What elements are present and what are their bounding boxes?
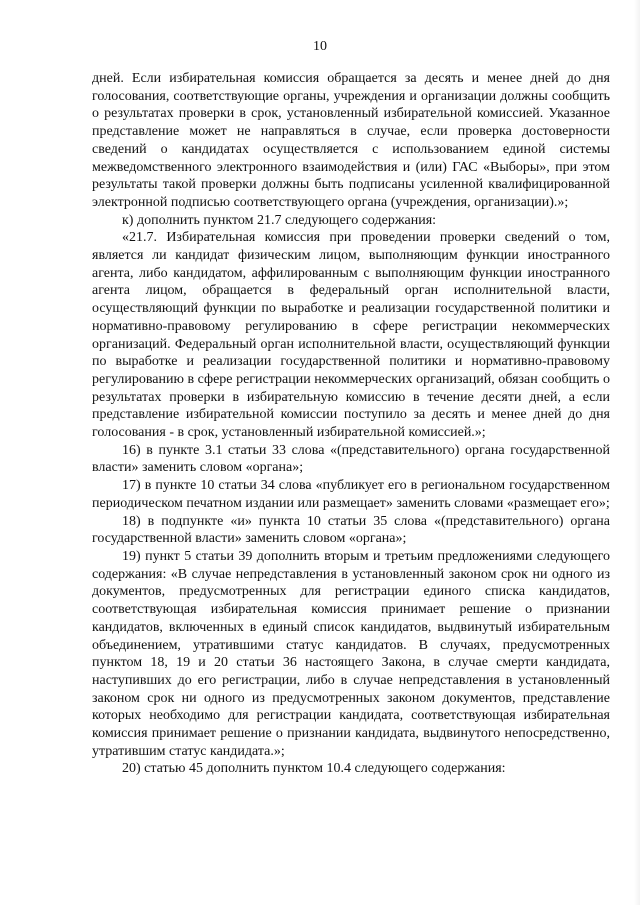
paragraph-item-k: к) дополнить пунктом 21.7 следующего содержания: bbox=[122, 212, 437, 228]
paragraph-item-19: 19) пункт 5 статьи 39 дополнить вторым и третьим предложениями следующего содержания: «В случае непредставления в установленный законом срок ни одного из документов, предусмотренных для регистрации единого списка кандидатов, соответствующая избирательная комиссия принимает решение о признании кандидатов, включенных в единый список кандидатов, выдвинутый избирательным объединением, утратившими статус кандидатов. В случаях, предусмотренных пунктом 18, 19 и 20 статьи 36 настоящего Закона, в случае смерти кандидата, наступивших до его регистрации, либо в случае непредставления в установленный законом срок ни одного из предусмотренных законом документов, представление которых необходимо для регистрации кандидата, соответствующая избирательная комиссия принимает решение о признании кандидата, выдвинутого непосредственно, утратившим статус кандидата.»; bbox=[92, 548, 610, 759]
paragraph-item-20: 20) статью 45 дополнить пунктом 10.4 следующего содержания: bbox=[122, 761, 506, 777]
paragraph-item-16: 16) в пункте 3.1 статьи 33 слова «(представительного) органа государственной власти» заменить словом «органа»; bbox=[92, 442, 610, 476]
scan-edge-shadow bbox=[634, 0, 640, 905]
paragraph-item-18: 18) в подпункте «и» пункта 10 статьи 35 слова «(представительного) органа государственной власти» заменить словом «органа»; bbox=[92, 513, 610, 547]
paragraph-continuation: дней. Если избирательная комиссия обращается за десять и менее дней до дня голосования, соответствующие органы, учреждения и организации должны сообщить о результатах проверки в срок, установленный избирательной комиссией. Указанное представление может не направляться в случае, если проверка достоверности сведений о кандидатах осуществляется с использованием единой системы межведомственного электронного взаимодействия и (или) ГАС «Выборы», при этом результаты такой проверки должны быть подписаны усиленной квалифицированной электронной подписью соответствующего органа (учреждения, организации).»; bbox=[92, 71, 610, 210]
paragraph-clause-21-7: «21.7. Избирательная комиссия при проведении проверки сведений о том, является ли кандидат физическим лицом, выполняющим функции иностранного агента, либо кандидатом, аффилированным с выполняющим функции иностранного агента лицом, обращается в федеральный орган исполнительной власти, осуществляющий функции по выработке и реализации государственной политики и нормативно-правовому регулированию в сфере регистрации некоммерческих организаций. Федеральный орган исполнительной власти, осуществляющий функции по выработке и реализации государственной политики и нормативно-правовому регулированию в сфере регистрации некоммерческих организаций, обязан сообщить о результатах проверки в избирательную комиссию в течение десяти дней, а если представление избирательной комиссии поступило за десять и менее дней до дня голосования - в срок, установленный избирательной комиссией.»; bbox=[92, 230, 610, 441]
page-number: 10 bbox=[313, 39, 327, 54]
document-body bbox=[92, 70, 610, 778]
paragraph-item-17: 17) в пункте 10 статьи 34 слова «публикует его в региональном государственном периодическом печатном издании или размещает» заменить словами «размещает его»; bbox=[92, 478, 610, 511]
